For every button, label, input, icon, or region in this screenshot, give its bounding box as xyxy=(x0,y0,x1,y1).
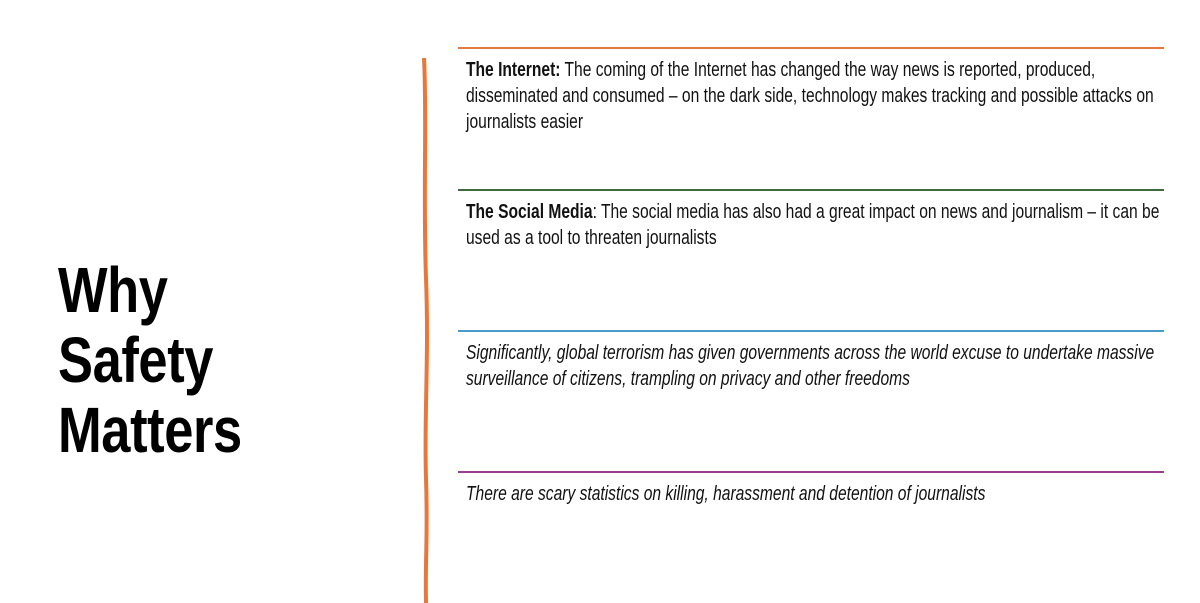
panel-terrorism-text: Significantly, global terrorism has given governments across the world excuse to undertake massive surveillance of citizens, trampling on privacy and other freedoms xyxy=(466,342,1155,390)
slide-title-line-2: Matters xyxy=(58,394,242,466)
panel-statistics xyxy=(458,471,1164,507)
panel-internet-text xyxy=(466,57,1160,135)
divider-stroke xyxy=(424,58,427,603)
panel-social-media-body: : The social media has also had a great impact on news and journalism – it can be used as a tool to threaten journalists xyxy=(466,201,1160,249)
panel-social-media-text xyxy=(466,199,1160,251)
panel-social-media xyxy=(458,189,1164,251)
panel-internet xyxy=(458,47,1164,135)
vertical-divider xyxy=(420,58,432,603)
panel-internet-body: The coming of the Internet has changed the way news is reported, produced, disseminated and consumed – on the dark side, technology makes tracking and possible attacks on journalists easier xyxy=(466,59,1154,133)
panel-internet-heading: The Internet: xyxy=(466,59,561,81)
panel-social-media-heading: The Social Media xyxy=(466,201,593,223)
slide-title-line-1: Why Safety xyxy=(58,254,214,396)
slide-title xyxy=(58,255,329,465)
panel-terrorism xyxy=(458,330,1164,392)
panel-statistics-text: There are scary statistics on killing, harassment and detention of journalists xyxy=(466,483,986,505)
